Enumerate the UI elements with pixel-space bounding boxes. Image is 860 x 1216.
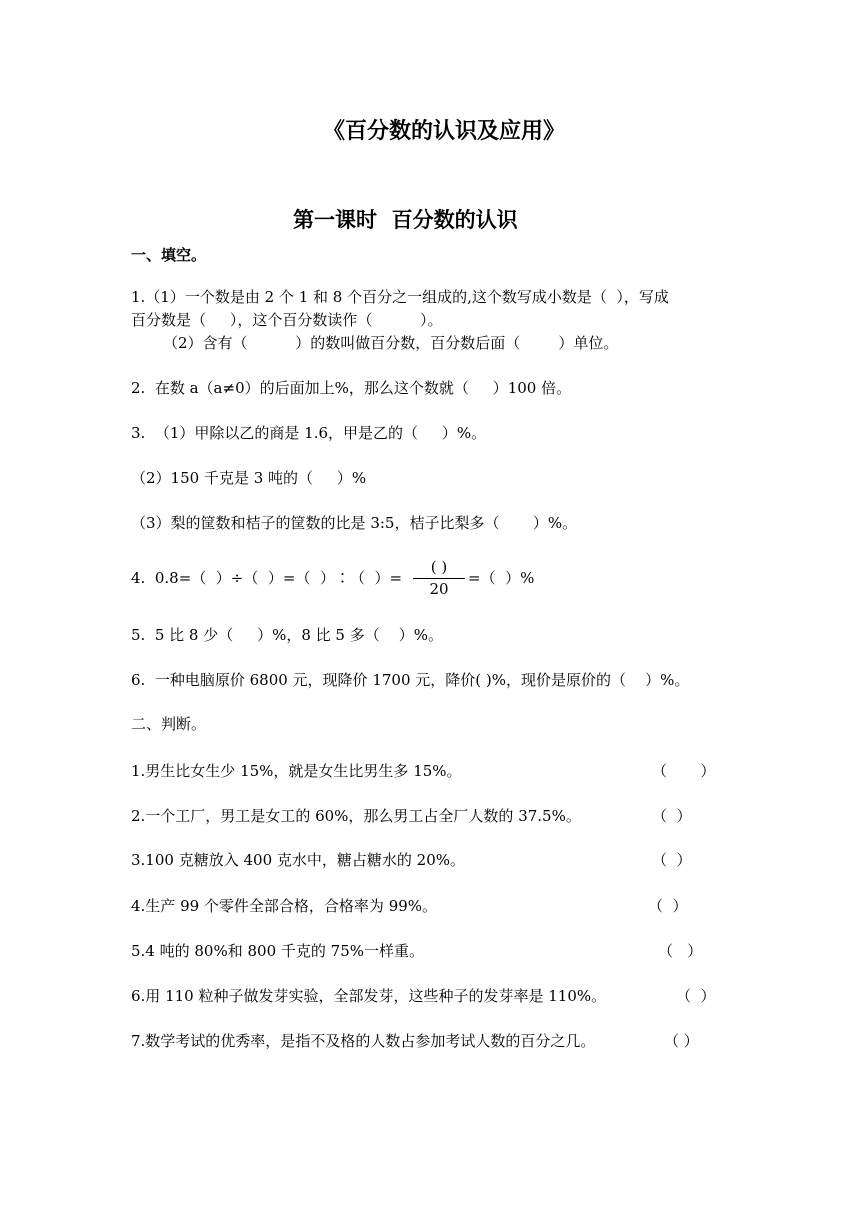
judge-item-7-answer[interactable]: （ ）	[664, 1032, 699, 1050]
question-3-part-1: 3. （1）甲除以乙的商是 1.6，甲是乙的（ ）%。	[131, 424, 487, 442]
section-judge-heading: 二、判断。	[131, 715, 207, 733]
judge-item-2-answer[interactable]: （ ）	[652, 807, 692, 825]
judge-item-4-answer[interactable]: （ ）	[648, 897, 688, 915]
judge-item-1-answer[interactable]: （ ）	[652, 762, 716, 780]
fraction-numerator: ( )	[430, 558, 448, 576]
question-4-right: =（ ）%	[468, 569, 535, 587]
question-1-line-3: （2）含有（ ）的数叫做百分数，百分数后面（ ）单位。	[163, 334, 619, 352]
question-5: 5. 5 比 8 少（ ）%，8 比 5 多（ ）%。	[131, 626, 444, 644]
lesson-title: 第一课时 百分数的认识	[293, 207, 518, 232]
judge-item-5: 5.4 吨的 80%和 800 千克的 75%一样重。	[131, 942, 425, 960]
judge-item-4: 4.生产 99 个零件全部合格，合格率为 99%。	[131, 897, 438, 915]
question-4-fraction	[413, 558, 465, 598]
question-3-part-3: （3）梨的筐数和桔子的筐数的比是 3:5，桔子比梨多（ ）%。	[131, 514, 578, 532]
judge-item-5-answer[interactable]: （ ）	[658, 942, 703, 960]
question-1-line-1: 1.（1）一个数是由 2 个 1 和 8 个百分之一组成的,这个数写成小数是（ ），写成	[131, 288, 669, 306]
judge-item-1: 1.男生比女生少 15%，就是女生比男生多 15%。	[131, 762, 462, 780]
judge-item-7: 7.数学考试的优秀率，是指不及格的人数占参加考试人数的百分之几。	[131, 1032, 596, 1050]
question-4-left: 4. 0.8=（ ）÷（ ）=（ ）∶（ ）=	[131, 569, 403, 587]
question-6: 6. 一种电脑原价 6800 元，现降价 1700 元，降价( )%，现价是原价的（ ）%。	[131, 671, 690, 689]
question-2: 2. 在数 a（a≠0）的后面加上%，那么这个数就（ ）100 倍。	[131, 379, 572, 397]
judge-item-6: 6.用 110 粒种子做发芽实验，全部发芽，这些种子的发芽率是 110%。	[131, 987, 607, 1005]
document-title: 《百分数的认识及应用》	[323, 118, 566, 144]
judge-item-6-answer[interactable]: （ ）	[676, 987, 716, 1005]
judge-item-3: 3.100 克糖放入 400 克水中，糖占糖水的 20%。	[131, 851, 465, 869]
fraction-denominator: 20	[429, 580, 449, 598]
section-fill-blank-heading: 一、填空。	[131, 246, 207, 264]
fraction-bar	[413, 578, 465, 579]
judge-item-2: 2.一个工厂，男工是女工的 60%，那么男工占全厂人数的 37.5%。	[131, 807, 581, 825]
judge-item-3-answer[interactable]: （ ）	[652, 851, 692, 869]
question-3-part-2: （2）150 千克是 3 吨的（ ）%	[131, 469, 367, 487]
question-1-line-2: 百分数是（ ），这个百分数读作（ ）。	[131, 311, 443, 329]
